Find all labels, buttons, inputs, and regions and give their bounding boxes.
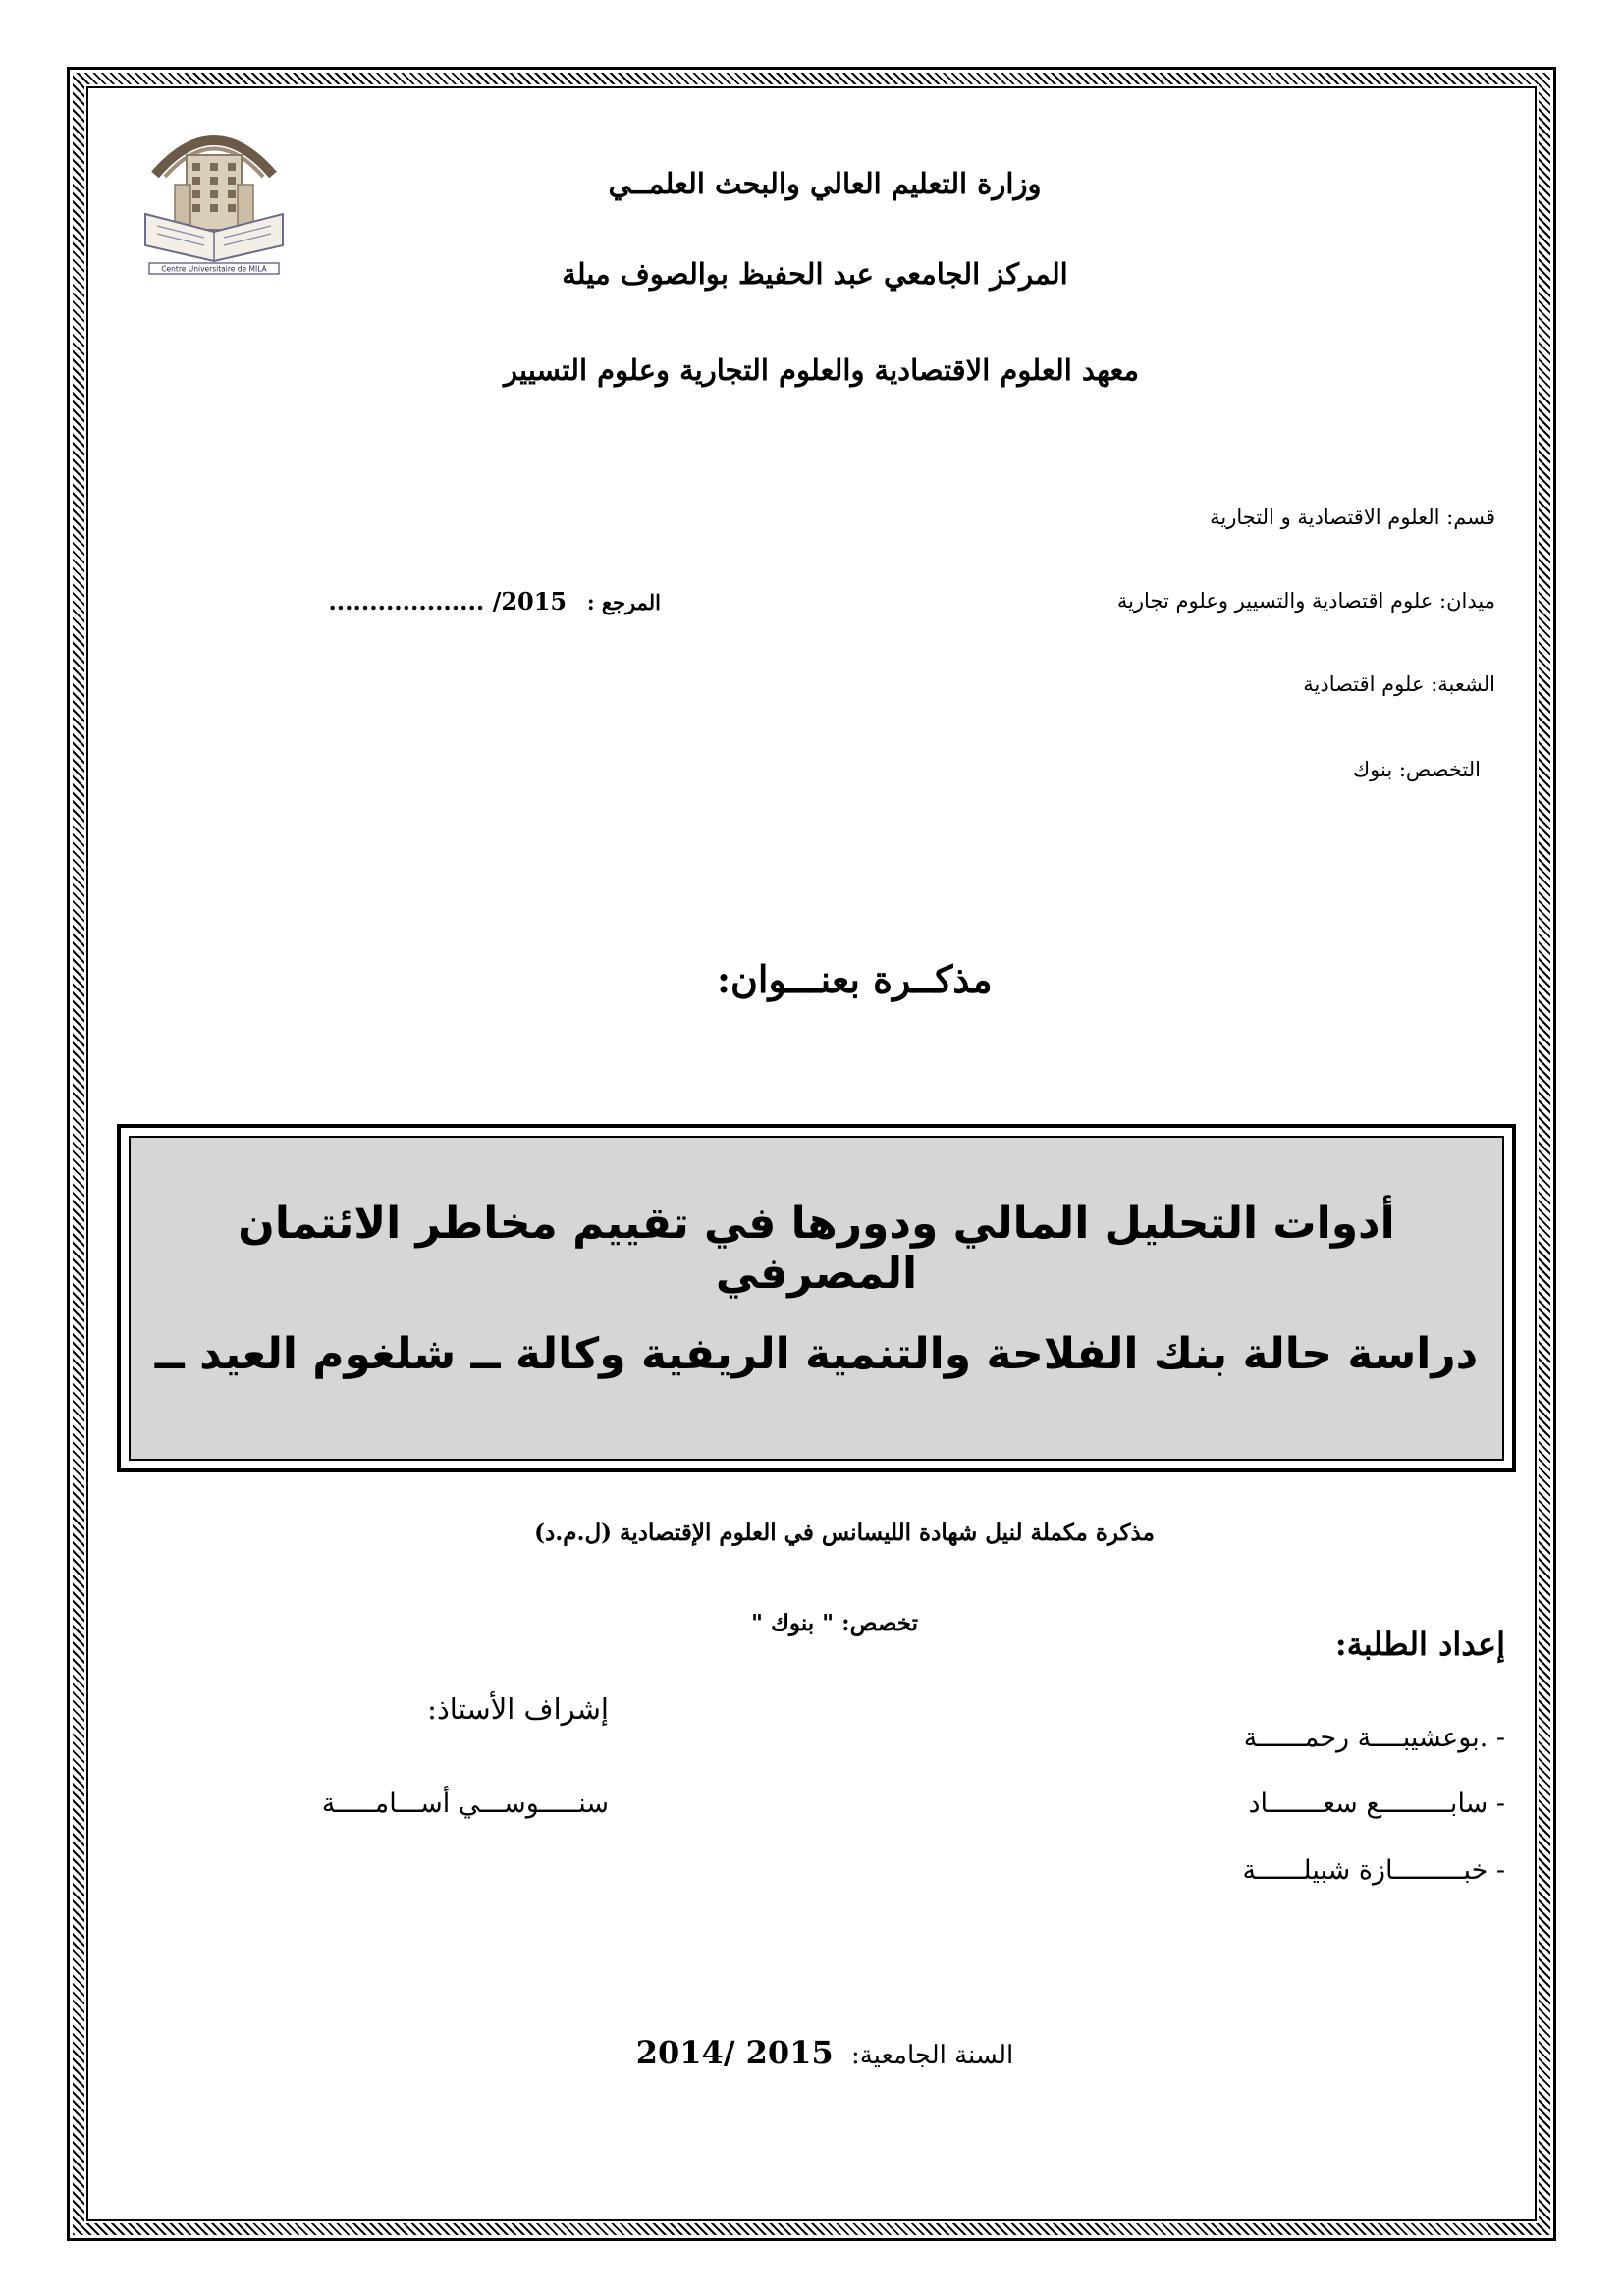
academic-year-label: السنة الجامعية: [850, 2041, 1014, 2070]
student-name-2: - سابـــــــــع سعـــــــاد [1248, 1789, 1505, 1819]
title-box [117, 1124, 1516, 1472]
ministry-name: وزارة التعليم العالي والبحث العلمــي [608, 167, 1042, 200]
specialty-value: بنوك [1352, 758, 1393, 781]
specialty-line [1353, 758, 1481, 781]
reference-line [328, 587, 661, 615]
branch-line [1303, 672, 1495, 696]
thesis-title-line-2: دراسة حالة بنك الفلاحة والتنمية الريفية وكالة ــ شلغوم العيد ــ [154, 1329, 1479, 1379]
reference-value: ................... /2015 [328, 587, 568, 615]
title-box-inner [129, 1136, 1504, 1461]
supervisor-label: إشراف الأستاذ: [427, 1692, 609, 1726]
department-line [1210, 506, 1495, 529]
branch-value: علوم اقتصادية [1303, 672, 1425, 696]
institute-name: معهد العلوم الاقتصادية والعلوم التجارية وعلوم التسيير [504, 353, 1139, 387]
department-label: قسم: [1446, 506, 1495, 529]
specialization: تخصص: " بنوك " [750, 1610, 919, 1636]
department-value: العلوم الاقتصادية و التجارية [1210, 506, 1440, 529]
field-line [1117, 589, 1495, 613]
supervisor-name: سنـــــوســـي أســـامـــــة [321, 1789, 609, 1819]
logo-caption: Centre Universitaire de MILA [161, 264, 267, 274]
memo-heading: مذكــرة بعنـــوان: [717, 957, 993, 1001]
students-label: إعداد الطلبة: [1334, 1626, 1505, 1663]
thesis-title-line-1: أدوات التحليل المالي ودورها في تقييم مخاطر الائتمان المصرفي [238, 1199, 1395, 1299]
field-label: ميدان: [1439, 589, 1495, 613]
student-name-1: - .بوعشيبــــة رحمــــــة [1243, 1723, 1505, 1753]
specialty-label: التخصص: [1398, 758, 1481, 781]
degree-note: مذكرة مكملة لنيل شهادة الليسانس في العلوم الإقتصادية (ل.م.د) [534, 1520, 1155, 1546]
university-center-name: المركز الجامعي عبد الحفيظ بوالصوف ميلة [562, 257, 1068, 291]
branch-label: الشعبة: [1431, 672, 1495, 696]
academic-year-line [628, 2034, 1021, 2071]
academic-year-value: 2014/ 2015 [635, 2034, 834, 2071]
field-value: علوم اقتصادية والتسيير وعلوم تجارية [1116, 589, 1434, 613]
university-logo [135, 116, 293, 275]
student-name-3: - خبـــــــــازة شبيلــــــة [1242, 1855, 1505, 1886]
reference-label: المرجع : [586, 590, 661, 614]
